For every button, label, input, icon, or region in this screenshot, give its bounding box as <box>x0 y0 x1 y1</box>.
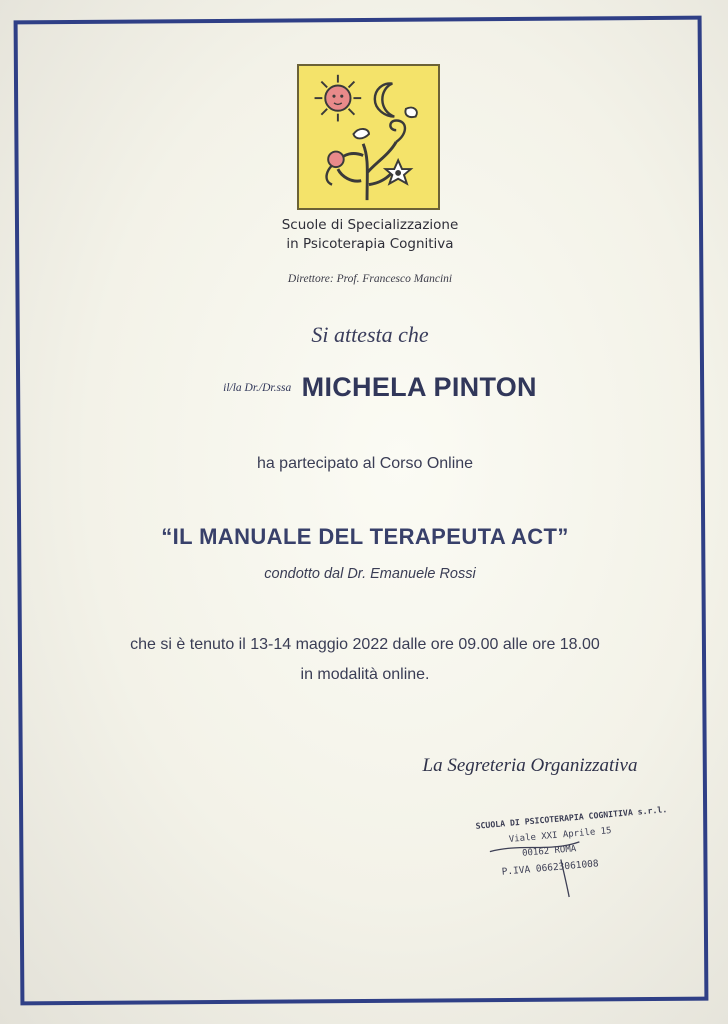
course-date-line-1: che si è tenuto il 13-14 maggio 2022 dalle ore 09.00 alle ore 18.00 <box>130 636 600 653</box>
official-stamp <box>466 793 668 907</box>
stamp-line-4: P.IVA 06623061008 <box>501 858 600 878</box>
course-date <box>60 630 670 690</box>
signature-block: La Segreteria Organizzativa <box>422 755 638 776</box>
course-instructor: condotto dal Dr. Emanuele Rossi <box>264 566 476 582</box>
school-logo <box>297 64 440 210</box>
course-title: “IL MANUALE DEL TERAPEUTA ACT” <box>161 524 569 549</box>
attestation-heading: Si attesta che <box>311 322 429 347</box>
recipient-prefix: il/la Dr./Dr.ssa <box>223 381 292 394</box>
school-name <box>230 216 510 254</box>
director-line: Direttore: Prof. Francesco Mancini <box>287 273 453 285</box>
recipient-name: MICHELA PINTON <box>301 372 537 402</box>
recipient-line <box>100 372 660 403</box>
stamp-line-1: SCUOLA DI PSICOTERAPIA COGNITIVA s.r.l. <box>475 804 668 831</box>
school-name-line-1: Scuole di Specializzazione <box>281 217 459 233</box>
stamp-line-3: 00162 ROMA <box>521 844 577 859</box>
school-name-line-2: in Psicoterapia Cognitiva <box>286 236 454 252</box>
sun-moon-tree-logo-icon <box>299 66 438 208</box>
course-date-line-2: in modalità online. <box>300 666 430 683</box>
stamp-icon <box>466 793 668 907</box>
stamp-line-2: Viale XXI Aprile 15 <box>508 826 612 845</box>
participation-text: ha partecipato al Corso Online <box>256 455 474 472</box>
